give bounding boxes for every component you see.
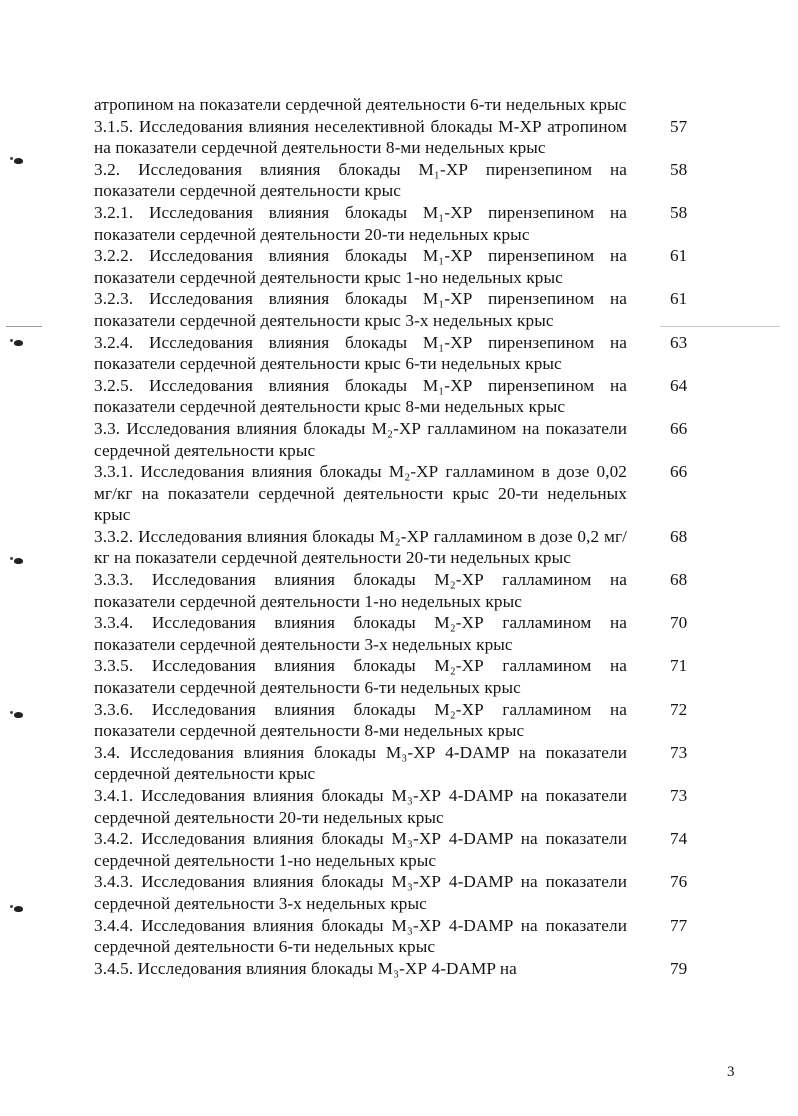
toc-entry-title: 3.3.5. Исследования влияния блокады М₂-ХР галламином на показатели сердечной деятельности 6-ти недельных крыс [94,656,627,698]
toc-entry [94,245,694,288]
toc-entry [94,375,694,418]
scan-mark-icon [14,558,23,564]
toc-entry [94,461,694,526]
scan-speck [6,326,42,327]
page-number: 3 [727,1064,735,1080]
toc-entry [94,526,694,569]
toc-entry-page-number: 64 [670,375,688,395]
toc-entry-title: 3.4.4. Исследования влияния блокады М₃-ХР 4-DAMP на показатели сердечной деятельности 6-ти недельных крыс [94,915,627,957]
scan-mark-icon [14,158,23,164]
toc-entry [94,742,694,785]
toc-entry [94,958,694,980]
toc-entry [94,288,694,331]
toc-entry [94,418,694,461]
toc-entry-title: 3.2.1. Исследования влияния блокады М₁-ХР пирензепином на показатели сердечной деятельности 20-ти недельных крыс [94,202,627,244]
toc-entry-title: 3.2.3. Исследования влияния блокады М₁-ХР пирензепином на показатели сердечной деятельности крыс 3-х недельных крыс [94,289,627,330]
toc-entry [94,612,694,655]
toc-entry-page-number: 57 [670,116,688,136]
toc-entry-page-number: 79 [670,958,688,978]
toc-entry-page-number: 61 [670,246,688,266]
toc-entry-page-number: 76 [670,872,688,892]
toc-entry [94,871,694,914]
toc-entry [94,332,694,375]
toc-entry-title: 3.4.5. Исследования влияния блокады М₃-ХР 4-DAMP на [94,958,517,978]
toc-entry-title: 3.4.1. Исследования влияния блокады М₃-ХР 4-DAMP на показатели сердечной деятельности 20-ти недельных крыс [94,786,627,827]
toc-entry-title: 3.2.5. Исследования влияния блокады М₁-ХР пирензепином на показатели сердечной деятельности крыс 8-ми недельных крыс [94,375,627,417]
scan-mark-icon [14,712,23,718]
toc-entry-title: 3.3.6. Исследования влияния блокады М₂-ХР галламином на показатели сердечной деятельности 8-ми недельных крыс [94,699,627,741]
toc-entry-page-number: 66 [670,462,688,482]
toc-entry-title: 3.3.4. Исследования влияния блокады М₂-ХР галламином на показатели сердечной деятельности 3-х недельных крыс [94,613,627,654]
toc-entry-page-number: 73 [670,742,688,762]
toc-entry-title: 3.2.4. Исследования влияния блокады М₁-ХР пирензепином на показатели сердечной деятельности крыс 6-ти недельных крыс [94,332,627,374]
toc-entry [94,655,694,698]
toc-entry-page-number: 70 [670,613,688,633]
toc-entry-page-number: 63 [670,332,688,352]
toc-entry-page-number: 66 [670,418,688,438]
toc-entry-page-number: 73 [670,786,688,805]
table-of-contents [94,94,694,979]
toc-entry-title: 3.2.2. Исследования влияния блокады М₁-ХР пирензепином на показатели сердечной деятельности крыс 1-но недельных крыс [94,246,627,287]
toc-entry [94,828,694,871]
toc-entry [94,569,694,612]
toc-entry-title: 3.4.3. Исследования влияния блокады М₃-ХР 4-DAMP на показатели сердечной деятельности 3-х недельных крыс [94,872,627,913]
scan-mark-icon [14,906,23,912]
toc-entry-page-number: 74 [670,829,688,849]
toc-entry-page-number: 58 [670,202,688,222]
toc-entry-page-number: 72 [670,699,688,719]
toc-entry [94,785,694,828]
scan-mark-icon [14,340,23,346]
toc-entry-title: 3.3.3. Исследования влияния блокады М₂-ХР галламином на показатели сердечной деятельности 1-но недельных крыс [94,570,627,611]
toc-entry-page-number: 68 [670,570,688,590]
toc-entry-title: 3.4.2. Исследования влияния блокады М₃-ХР 4-DAMP на показатели сердечной деятельности 1-но недельных крыс [94,829,627,870]
toc-entry [94,116,694,159]
toc-entry-page-number: 58 [670,159,688,179]
toc-entry-page-number: 68 [670,526,688,546]
toc-entry-page-number: 77 [670,915,688,935]
toc-entry-title: 3.1.5. Исследования влияния неселективной блокады М-ХР атропином на показатели сердечной деятельности 8-ми недельных крыс [94,116,627,158]
toc-entry-page-number: 71 [670,656,688,676]
toc-entry [94,202,694,245]
toc-entry [94,94,694,116]
toc-entry [94,699,694,742]
toc-entry-page-number: 61 [670,289,688,309]
toc-entry-title: 3.2. Исследования влияния блокады М₁-ХР пирензепином на показатели сердечной деятельности крыс [94,159,627,201]
toc-entry [94,915,694,958]
toc-entry-title: 3.4. Исследования влияния блокады М₃-ХР 4-DAMP на показатели сердечной деятельности крыс [94,742,627,784]
toc-entry [94,159,694,202]
toc-entry-title: 3.3.2. Исследования влияния блокады М₂-ХР галламином в дозе 0,2 мг/кг на показатели сердечной деятельности 20-ти недельных крыс [94,526,627,568]
toc-entry-title: 3.3.1. Исследования влияния блокады М₂-ХР галламином в дозе 0,02 мг/кг на показатели сердечной деятельности крыс 20-ти недельных крыс [94,462,627,525]
toc-entry-title: атропином на показатели сердечной деятельности 6-ти недельных крыс [94,95,627,114]
toc-entry-title: 3.3. Исследования влияния блокады М₂-ХР галламином на показатели сердечной деятельности крыс [94,418,627,460]
